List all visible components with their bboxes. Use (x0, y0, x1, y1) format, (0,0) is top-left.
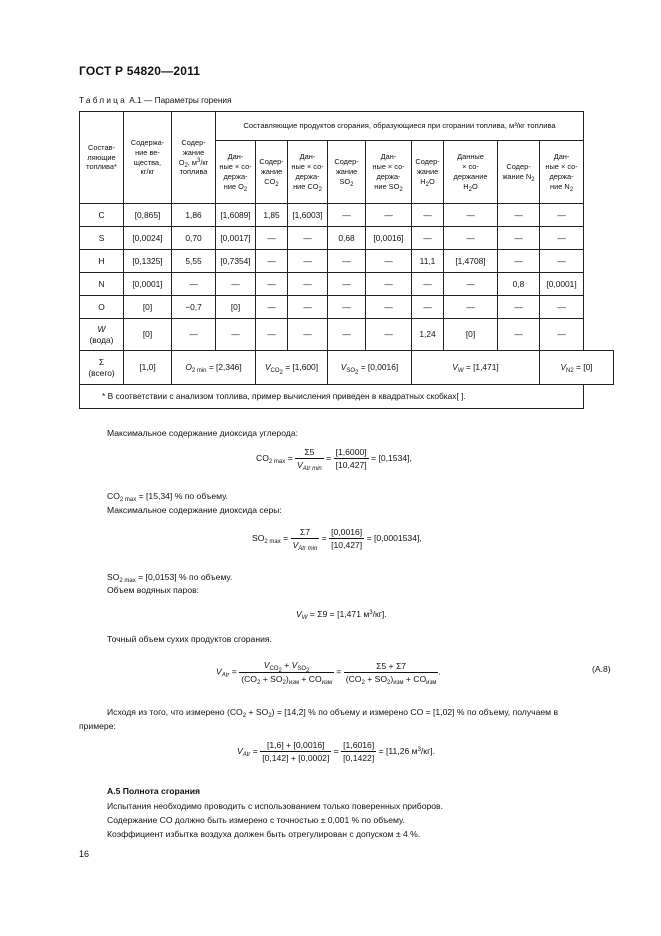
text-so2-result: $SO_{2 max} = [0,0153]$ % по объему. (107, 572, 233, 584)
header-n2: Содер- жание $N_2$ (498, 141, 540, 204)
table-cell: — (412, 204, 444, 227)
table-row-w: W (вода) [0] — — — — — — 1,24 [0] — — (80, 319, 614, 351)
header-data-o2: Дан- ные × со- держа- ние $O_2$ (216, 141, 256, 204)
text-max-so2: Максимальное содержание диоксида серы: (107, 505, 282, 515)
table-cell: — (256, 250, 288, 273)
table-cell: — (444, 296, 498, 319)
table-cell: — (288, 227, 328, 250)
text-measured: Исходя из того, что измерено $(CO_2 + SO_2) = [14,2]$ % по объему и измерено CO = [1,02] % по объему, получаем в (107, 707, 559, 719)
table-cell: [0,7354] (216, 250, 256, 273)
table-cell: — (540, 250, 584, 273)
equation-so2-max: $SO_{2 max}$ = Σ7 $V_{Atr min}$ = $\frac{[0,0016]}{[10,427]}$ = [0,0001534], (252, 527, 422, 552)
table-cell: — (328, 296, 366, 319)
table-cell: — (412, 227, 444, 250)
header-data-h2o: Данные × со- держание $H_2O$ (444, 141, 498, 204)
header-o2: Содер- жание $O_2$, $м^3/кг$ топлива (172, 112, 216, 204)
text-example: примере: (79, 721, 116, 731)
table-cell: — (288, 250, 328, 273)
header-data-co2: Дан- ные × со- держа- ние $CO_2$ (288, 141, 328, 204)
table-cell: 11,1 (412, 250, 444, 273)
table-cell: — (172, 273, 216, 296)
table-cell: — (366, 273, 412, 296)
table-row (80, 204, 614, 227)
table-cell: [0,0017] (216, 227, 256, 250)
table-cell: — (256, 227, 288, 250)
section-heading-a5: А.5 Полнота сгорания (107, 786, 201, 796)
table-cell: −0,7 (172, 296, 216, 319)
header-co2: Содер- жание $CO_2$ (256, 141, 288, 204)
table-cell: — (328, 204, 366, 227)
table-cell: 0,70 (172, 227, 216, 250)
table-cell: 1,85 (256, 204, 288, 227)
table-cell: — (256, 273, 288, 296)
table-cell: — (540, 227, 584, 250)
table-cell: [1,6089] (216, 204, 256, 227)
table-cell: — (498, 204, 540, 227)
equation-vatr-example: $V_{Atr}$ = $\frac{[1,6] + [0,0016]}{[0,142] + [0,0002]}$ = $\frac{[1,6016]}{[0,1422]}$ = [11,26 $м^3/кг$]. (237, 740, 435, 763)
table-row (80, 273, 614, 296)
text-instruments: Испытания необходимо проводить с использованием только поверенных приборов. (107, 801, 444, 811)
table-cell: [1,6003] (288, 204, 328, 227)
header-so2: Содер- жание $SO_2$ (328, 141, 366, 204)
table-cell: — (412, 296, 444, 319)
table-cell: — (328, 250, 366, 273)
table-cell: [0,1325] (124, 250, 172, 273)
combustion-table (79, 111, 614, 409)
table-cell: [0,0024] (124, 227, 172, 250)
table-cell: — (540, 296, 584, 319)
table-cell: [0] (216, 296, 256, 319)
table-row (80, 227, 614, 250)
table-cell: [0,865] (124, 204, 172, 227)
table-cell: [1,4708] (444, 250, 498, 273)
table-cell: — (412, 273, 444, 296)
table-cell: — (288, 296, 328, 319)
table-cell: 0,68 (328, 227, 366, 250)
table-cell: — (540, 204, 584, 227)
equation-vatr: $V_{Atr}$ = $V_{CO_2} + V_{SO_2}$ $(CO_2 + SO_2)_{изм} + CO_{изм}$ = Σ5 + Σ7 $(CO_2 + SO_2)_{изм} + CO_{изм}$ . (216, 660, 441, 686)
text-max-co2: Максимальное содержание диоксида углерода: (107, 428, 298, 438)
doc-title: ГОСТ Р 54820—2011 (79, 64, 201, 78)
table-cell: — (444, 204, 498, 227)
header-data-n2: Дан- ные × со- держа- ние $N_2$ (540, 141, 584, 204)
table-cell: — (366, 296, 412, 319)
table-cell: 1,86 (172, 204, 216, 227)
table-cell: [0,0016] (366, 227, 412, 250)
row-label: N (80, 273, 124, 296)
equation-co2-max: $CO_{2 max}$ = Σ5 $V_{Atr min}$ = $\frac{[1,6000]}{[10,427]}$ = [0,1534], (256, 447, 412, 472)
equation-label-a8: (А.8) (592, 664, 611, 674)
text-co2-result: $CO_{2 max} = [15,34]$ % по объему. (107, 491, 228, 503)
table-cell: — (328, 273, 366, 296)
row-label: O (80, 296, 124, 319)
table-cell: 0,8 (498, 273, 540, 296)
header-h2o: Содер- жание $H_2O$ (412, 141, 444, 204)
table-cell: — (498, 296, 540, 319)
text-air-excess: Коэффициент избытка воздуха должен быть отрегулирован с допуском ± 4 %. (107, 829, 421, 839)
table-cell: — (444, 273, 498, 296)
table-row (80, 250, 614, 273)
page-number: 16 (79, 849, 90, 859)
table-cell: [0,0001] (540, 273, 584, 296)
row-label: H (80, 250, 124, 273)
row-label: C (80, 204, 124, 227)
text-co-accuracy: Содержание CO должно быть измерено с точностью ± 0,001 % по объему. (107, 815, 405, 825)
header-fuel: Состав- ляющие топлива* (80, 112, 124, 204)
table-cell: 5,55 (172, 250, 216, 273)
table-cell: — (366, 250, 412, 273)
table-cell: — (288, 273, 328, 296)
table-cell: — (256, 296, 288, 319)
row-label: S (80, 227, 124, 250)
table-cell: — (498, 250, 540, 273)
table-cell: — (216, 273, 256, 296)
header-products: Составляющие продуктов сгорания, образующиеся при сгорании топлива, м³/кг топлива (216, 112, 584, 141)
header-content: Содержа- ние ве- щества, кг/кг (124, 112, 172, 204)
equation-vw: $V_W = \Sigma 9 = [1,471$ $м^3/кг$]. (296, 609, 387, 621)
table-cell: [0] (124, 296, 172, 319)
table-cell: — (444, 227, 498, 250)
table-caption: Таблица А.1 — Параметры горения (79, 95, 232, 105)
table-cell: — (498, 227, 540, 250)
table-row-sum: Σ (всего) [1,0] $O_{2 min} = [2,346]$ $V_{CO_2} = [1,600]$ $V_{SO_2} = [0,0016]$ $V_W = [1,471]$ $V_{N2} = [0]$ (80, 351, 614, 385)
table-cell: [0,0001] (124, 273, 172, 296)
table-footnote: * В соответствии с анализом топлива, пример вычисления приведен в квадратных скобках[ ]. (80, 385, 584, 409)
header-data-so2: Дан- ные × со- держа- ние $SO_2$ (366, 141, 412, 204)
text-water-vapour: Объем водяных паров: (107, 585, 200, 595)
table-cell: — (366, 204, 412, 227)
table-row (80, 296, 614, 319)
text-dry-volume: Точный объем сухих продуктов сгорания. (107, 634, 272, 644)
